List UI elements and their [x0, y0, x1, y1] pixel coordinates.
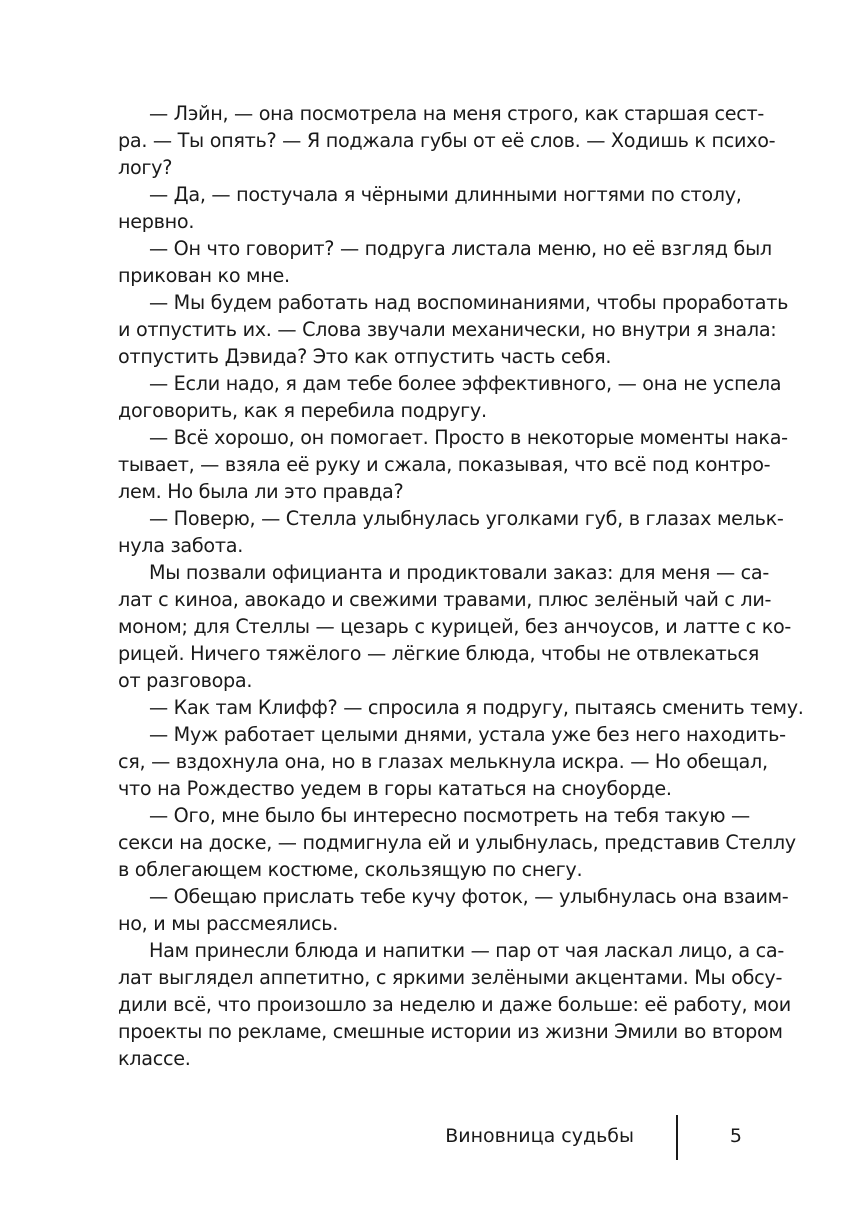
text-line: тывает, — взяла её руку и сжала, показывая, что всё под контро- [118, 453, 771, 476]
text-line: логу? [118, 156, 173, 179]
text-line: в облегающем костюме, скользящую по снегу. [118, 858, 583, 881]
text-line: — Как там Клифф? — спросила я подругу, пытаясь сменить тему. [149, 696, 804, 719]
text-line: — Всё хорошо, он помогает. Просто в некоторые моменты нака- [149, 426, 788, 449]
text-line: — Обещаю прислать тебе кучу фоток, — улыбнулась она взаим- [149, 885, 789, 908]
text-line: ра. — Ты опять? — Я поджала губы от её слов. — Ходишь к психо- [118, 129, 776, 152]
text-line: — Ого, мне было бы интересно посмотреть на тебя такую — [149, 804, 750, 827]
text-line: лат выглядел аппетитно, с яркими зелёными акцентами. Мы обсу- [118, 966, 783, 989]
text-line: но, и мы рассмеялись. [118, 912, 339, 935]
text-line: отпустить Дэвида? Это как отпустить часть себя. [118, 345, 612, 368]
running-title: Виновница судьбы [445, 1125, 634, 1147]
text-line: ся, — вздохнула она, но в глазах мелькнула искра. — Но обещал, [118, 750, 768, 773]
footer-divider [676, 1115, 678, 1160]
text-line: дили всё, что произошло за неделю и даже больше: её работу, мои [118, 993, 791, 1016]
page-number: 5 [729, 1125, 742, 1147]
body-text [118, 100, 804, 1072]
text-line: нула забота. [118, 534, 243, 557]
text-line: договорить, как я перебила подругу. [118, 399, 487, 422]
text-line: от разговора. [118, 669, 253, 692]
text-line: — Он что говорит? — подруга листала меню, но её взгляд был [149, 237, 772, 260]
text-line: — Мы будем работать над воспоминаниями, чтобы проработать [149, 291, 789, 314]
text-line: Нам принесли блюда и напитки — пар от чая ласкал лицо, а са- [149, 939, 785, 962]
text-line: прикован ко мне. [118, 264, 290, 287]
text-line: что на Рождество уедем в горы кататься на сноуборде. [118, 777, 672, 800]
text-line: секси на доске, — подмигнула ей и улыбнулась, представив Стеллу [118, 831, 796, 854]
text-line: проекты по рекламе, смешные истории из жизни Эмили во втором [118, 1020, 783, 1043]
text-line: Мы позвали официанта и продиктовали заказ: для меня — са- [149, 561, 769, 584]
text-line: — Поверю, — Стелла улыбнулась уголками губ, в глазах мельк- [149, 507, 784, 530]
text-line: нервно. [118, 210, 195, 233]
text-line: классе. [118, 1047, 191, 1070]
text-line: — Лэйн, — она посмотрела на меня строго, как старшая сест- [149, 102, 765, 125]
text-line: — Если надо, я дам тебе более эффективного, — она не успела [149, 372, 782, 395]
text-line: лем. Но была ли это правда? [118, 480, 404, 503]
text-line: лат с киноа, авокадо и свежими травами, плюс зелёный чай с ли- [118, 588, 772, 611]
text-line: рицей. Ничего тяжёлого — лёгкие блюда, чтобы не отвлекаться [118, 642, 760, 665]
text-line: и отпустить их. — Слова звучали механически, но внутри я знала: [118, 318, 777, 341]
text-line: — Да, — постучала я чёрными длинными ногтями по столу, [149, 183, 742, 206]
text-line: — Муж работает целыми днями, устала уже без него находить- [149, 723, 786, 746]
text-line: моном; для Стеллы — цезарь с курицей, без анчоусов, и латте с ко- [118, 615, 792, 638]
